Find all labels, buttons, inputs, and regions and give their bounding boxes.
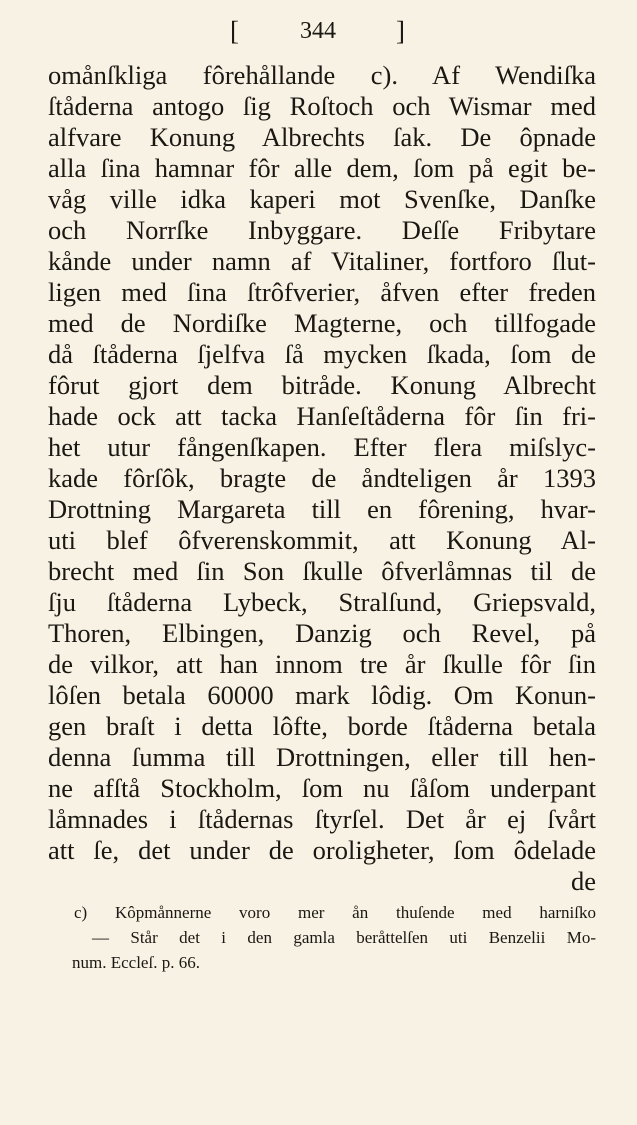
body-line: denna ſumma till Drottningen, eller till hen- xyxy=(48,742,596,772)
page-number: 344 xyxy=(300,18,336,44)
body-line: kade fôrſôk, bragte de åndteligen år 1393 xyxy=(48,463,596,493)
footnote-line: num. Eccleſ. p. 66. xyxy=(72,953,200,972)
body-line: ſtåderna antogo ſig Roſtoch och Wismar med xyxy=(48,91,596,121)
body-line: och Norrſke Inbyggare. Deſſe Fribytare xyxy=(48,215,596,245)
body-line: gen braſt i detta lôfte, borde ſtåderna betala xyxy=(48,711,596,741)
body-line: omånſkliga fôrehållande c). Af Wendiſka xyxy=(48,60,596,90)
header-bracket-right: ] xyxy=(396,16,405,46)
header-bracket-left: [ xyxy=(230,16,239,46)
body-line: med de Nordiſke Magterne, och tillfogade xyxy=(48,308,596,338)
body-line: uti blef ôfverenskommit, att Konung Al- xyxy=(48,525,596,555)
body-line: då ſtåderna ſjelfva ſå mycken ſkada, ſom de xyxy=(48,339,596,369)
body-line: ſju ſtåderna Lybeck, Stralſund, Griepsvald, xyxy=(48,587,596,617)
body-line: brecht med ſin Son ſkulle ôfverlåmnas til de xyxy=(48,556,596,586)
body-line: ne afſtå Stockholm, ſom nu ſåſom underpant xyxy=(48,773,596,803)
body-line: de vilkor, att han innom tre år ſkulle fôr ſin xyxy=(48,649,596,679)
body-line: alfvare Konung Albrechts ſak. De ôpnade xyxy=(48,122,596,152)
body-line: Thoren, Elbingen, Danzig och Revel, på xyxy=(48,618,596,648)
body-line: kånde under namn af Vitaliner, fortforo ſlut- xyxy=(48,246,596,276)
body-line: våg ville idka kaperi mot Svenſke, Danſke xyxy=(48,184,596,214)
body-line: het utur fångenſkapen. Efter flera miſslyc- xyxy=(48,432,596,462)
footnote-line: — Står det i den gamla beråttelſen uti Benzelii Mo- xyxy=(92,928,596,947)
body-line: lôſen betala 60000 mark lôdig. Om Konun- xyxy=(48,680,596,710)
body-line: låmnades i ſtådernas ſtyrſel. Det år ej ſvårt xyxy=(48,804,596,834)
body-line: ligen med ſina ſtrôfverier, åfven efter freden xyxy=(48,277,596,307)
footnote-line: c) Kôpmånnerne voro mer ån thuſende med harniſko xyxy=(74,903,596,922)
body-line: hade ock att tacka Hanſeſtåderna fôr ſin fri- xyxy=(48,401,596,431)
page-header xyxy=(0,14,637,54)
body-line: att ſe, det under de oroligheter, ſom ôdelade xyxy=(48,835,596,865)
footnote xyxy=(74,900,596,975)
body-line: Drottning Margareta till en fôrening, hvar- xyxy=(48,494,596,524)
body-line: fôrut gjort dem bitråde. Konung Albrecht xyxy=(48,370,596,400)
body-text xyxy=(48,60,596,897)
catchword: de xyxy=(570,866,596,896)
body-line: alla ſina hamnar fôr alle dem, ſom på egit be- xyxy=(48,153,596,183)
